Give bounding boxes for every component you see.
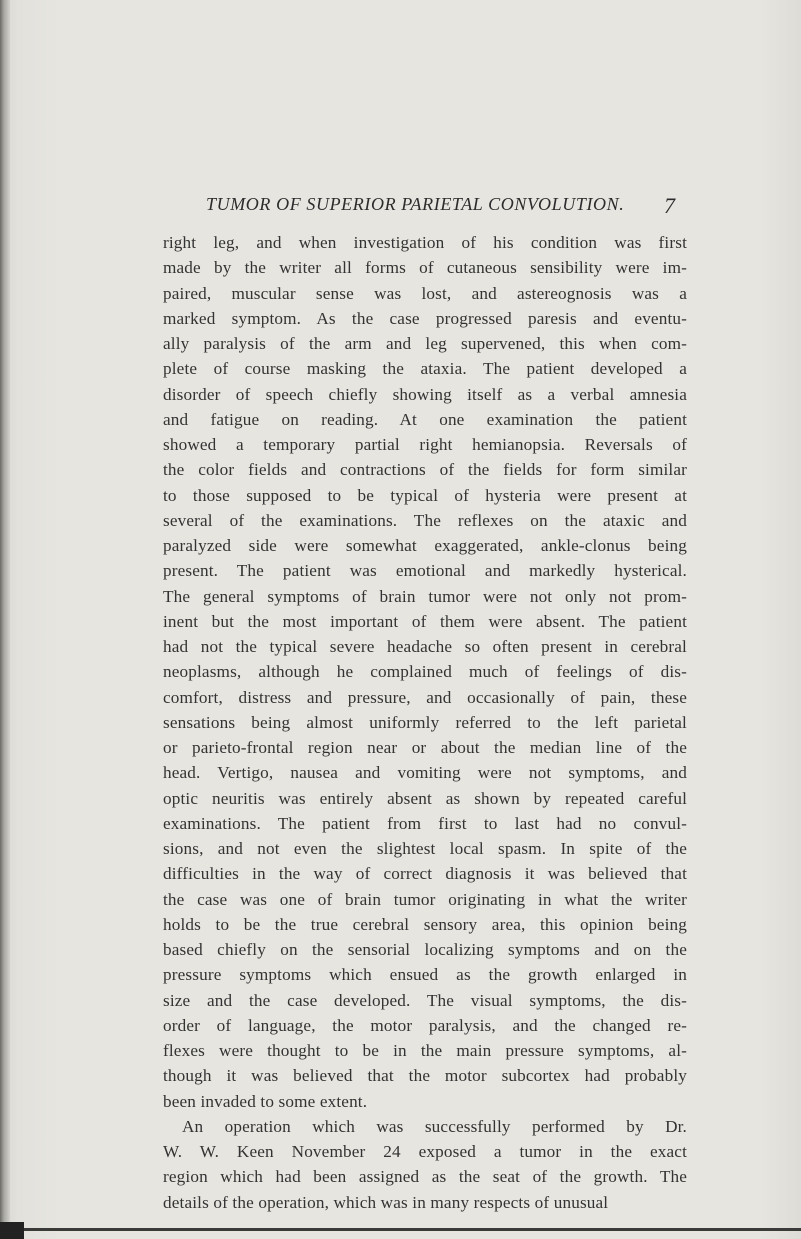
text-line: paired, muscular sense was lost, and astereognosis was a xyxy=(163,283,687,303)
text-line: sions, and not even the slightest local spasm. In spite of the xyxy=(163,839,687,858)
text-line: made by the writer all forms of cutaneous sensibility were im- xyxy=(163,258,687,278)
text-line: or parieto-frontal region near or about the median line of the xyxy=(163,738,687,757)
text-line: head. Vertigo, nausea and vomiting were not symptoms, and xyxy=(163,763,687,783)
text-line: holds to be the true cerebral sensory area, this opinion being xyxy=(163,914,687,934)
text-line: present. The patient was emotional and markedly hysterical. xyxy=(163,561,687,581)
bottom-edge-rule xyxy=(0,1228,801,1231)
text-line: The general symptoms of brain tumor were not only not prom- xyxy=(163,586,687,606)
text-line: disorder of speech chiefly showing itself as a verbal amnesia xyxy=(163,384,687,404)
text-line: neoplasms, although he complained much of feelings of dis- xyxy=(163,662,687,682)
text-line: details of the operation, which was in many respects of unusual xyxy=(163,1192,609,1212)
text-line: inent but the most important of them were absent. The patient xyxy=(163,611,687,631)
text-line: order of language, the motor paralysis, and the changed re- xyxy=(163,1015,687,1035)
text-line: the case was one of brain tumor originating in what the writer xyxy=(163,889,687,909)
text-line: size and the case developed. The visual symptoms, the dis- xyxy=(163,990,687,1010)
text-line: several of the examinations. The reflexes on the ataxic and xyxy=(163,510,687,530)
text-line: flexes were thought to be in the main pressure symptoms, al- xyxy=(163,1041,687,1060)
text-line: based chiefly on the sensorial localizing symptoms and on the xyxy=(163,940,687,959)
text-line: ally paralysis of the arm and leg supervened, this when com- xyxy=(163,334,687,353)
running-head: TUMOR OF SUPERIOR PARIETAL CONVOLUTION. xyxy=(206,194,625,214)
text-line: examinations. The patient from first to last had no convul- xyxy=(163,813,687,833)
page-binding-shadow xyxy=(0,0,10,1239)
text-line: showed a temporary partial right hemianopsia. Reversals of xyxy=(163,435,687,454)
text-line: right leg, and when investigation of his condition was first xyxy=(163,233,687,252)
paragraph xyxy=(163,1114,687,1215)
text-line: region which had been assigned as the seat of the growth. The xyxy=(163,1167,687,1187)
text-line: paralyzed side were somewhat exaggerated, ankle-clonus being xyxy=(163,536,687,555)
text-line: been invaded to some extent. xyxy=(163,1091,368,1111)
text-line: optic neuritis was entirely absent as shown by repeated careful xyxy=(163,788,687,808)
text-line: pressure symptoms which ensued as the growth enlarged in xyxy=(163,965,687,985)
text-line: to those supposed to be typical of hysteria were present at xyxy=(163,485,687,505)
text-line: had not the typical severe headache so often present in cerebral xyxy=(163,637,687,656)
text-line: An operation which was successfully performed by Dr. xyxy=(182,1116,687,1136)
page-number: 7 xyxy=(664,193,675,218)
text-line: though it was believed that the motor subcortex had probably xyxy=(163,1066,687,1086)
bottom-corner-mark xyxy=(0,1222,24,1239)
text-line: and fatigue on reading. At one examination the patient xyxy=(163,409,687,429)
body-text xyxy=(163,230,687,1215)
text-line: comfort, distress and pressure, and occasionally of pain, these xyxy=(163,687,687,707)
text-line: difficulties in the way of correct diagnosis it was believed that xyxy=(163,864,687,884)
text-line: plete of course masking the ataxia. The patient developed a xyxy=(163,359,687,379)
text-line: sensations being almost uniformly referred to the left parietal xyxy=(163,712,687,732)
text-line: W. W. Keen November 24 exposed a tumor in the exact xyxy=(163,1142,687,1161)
text-line: the color fields and contractions of the fields for form similar xyxy=(163,460,687,480)
text-line: marked symptom. As the case progressed paresis and eventu- xyxy=(163,308,687,328)
paragraph xyxy=(163,230,687,1114)
